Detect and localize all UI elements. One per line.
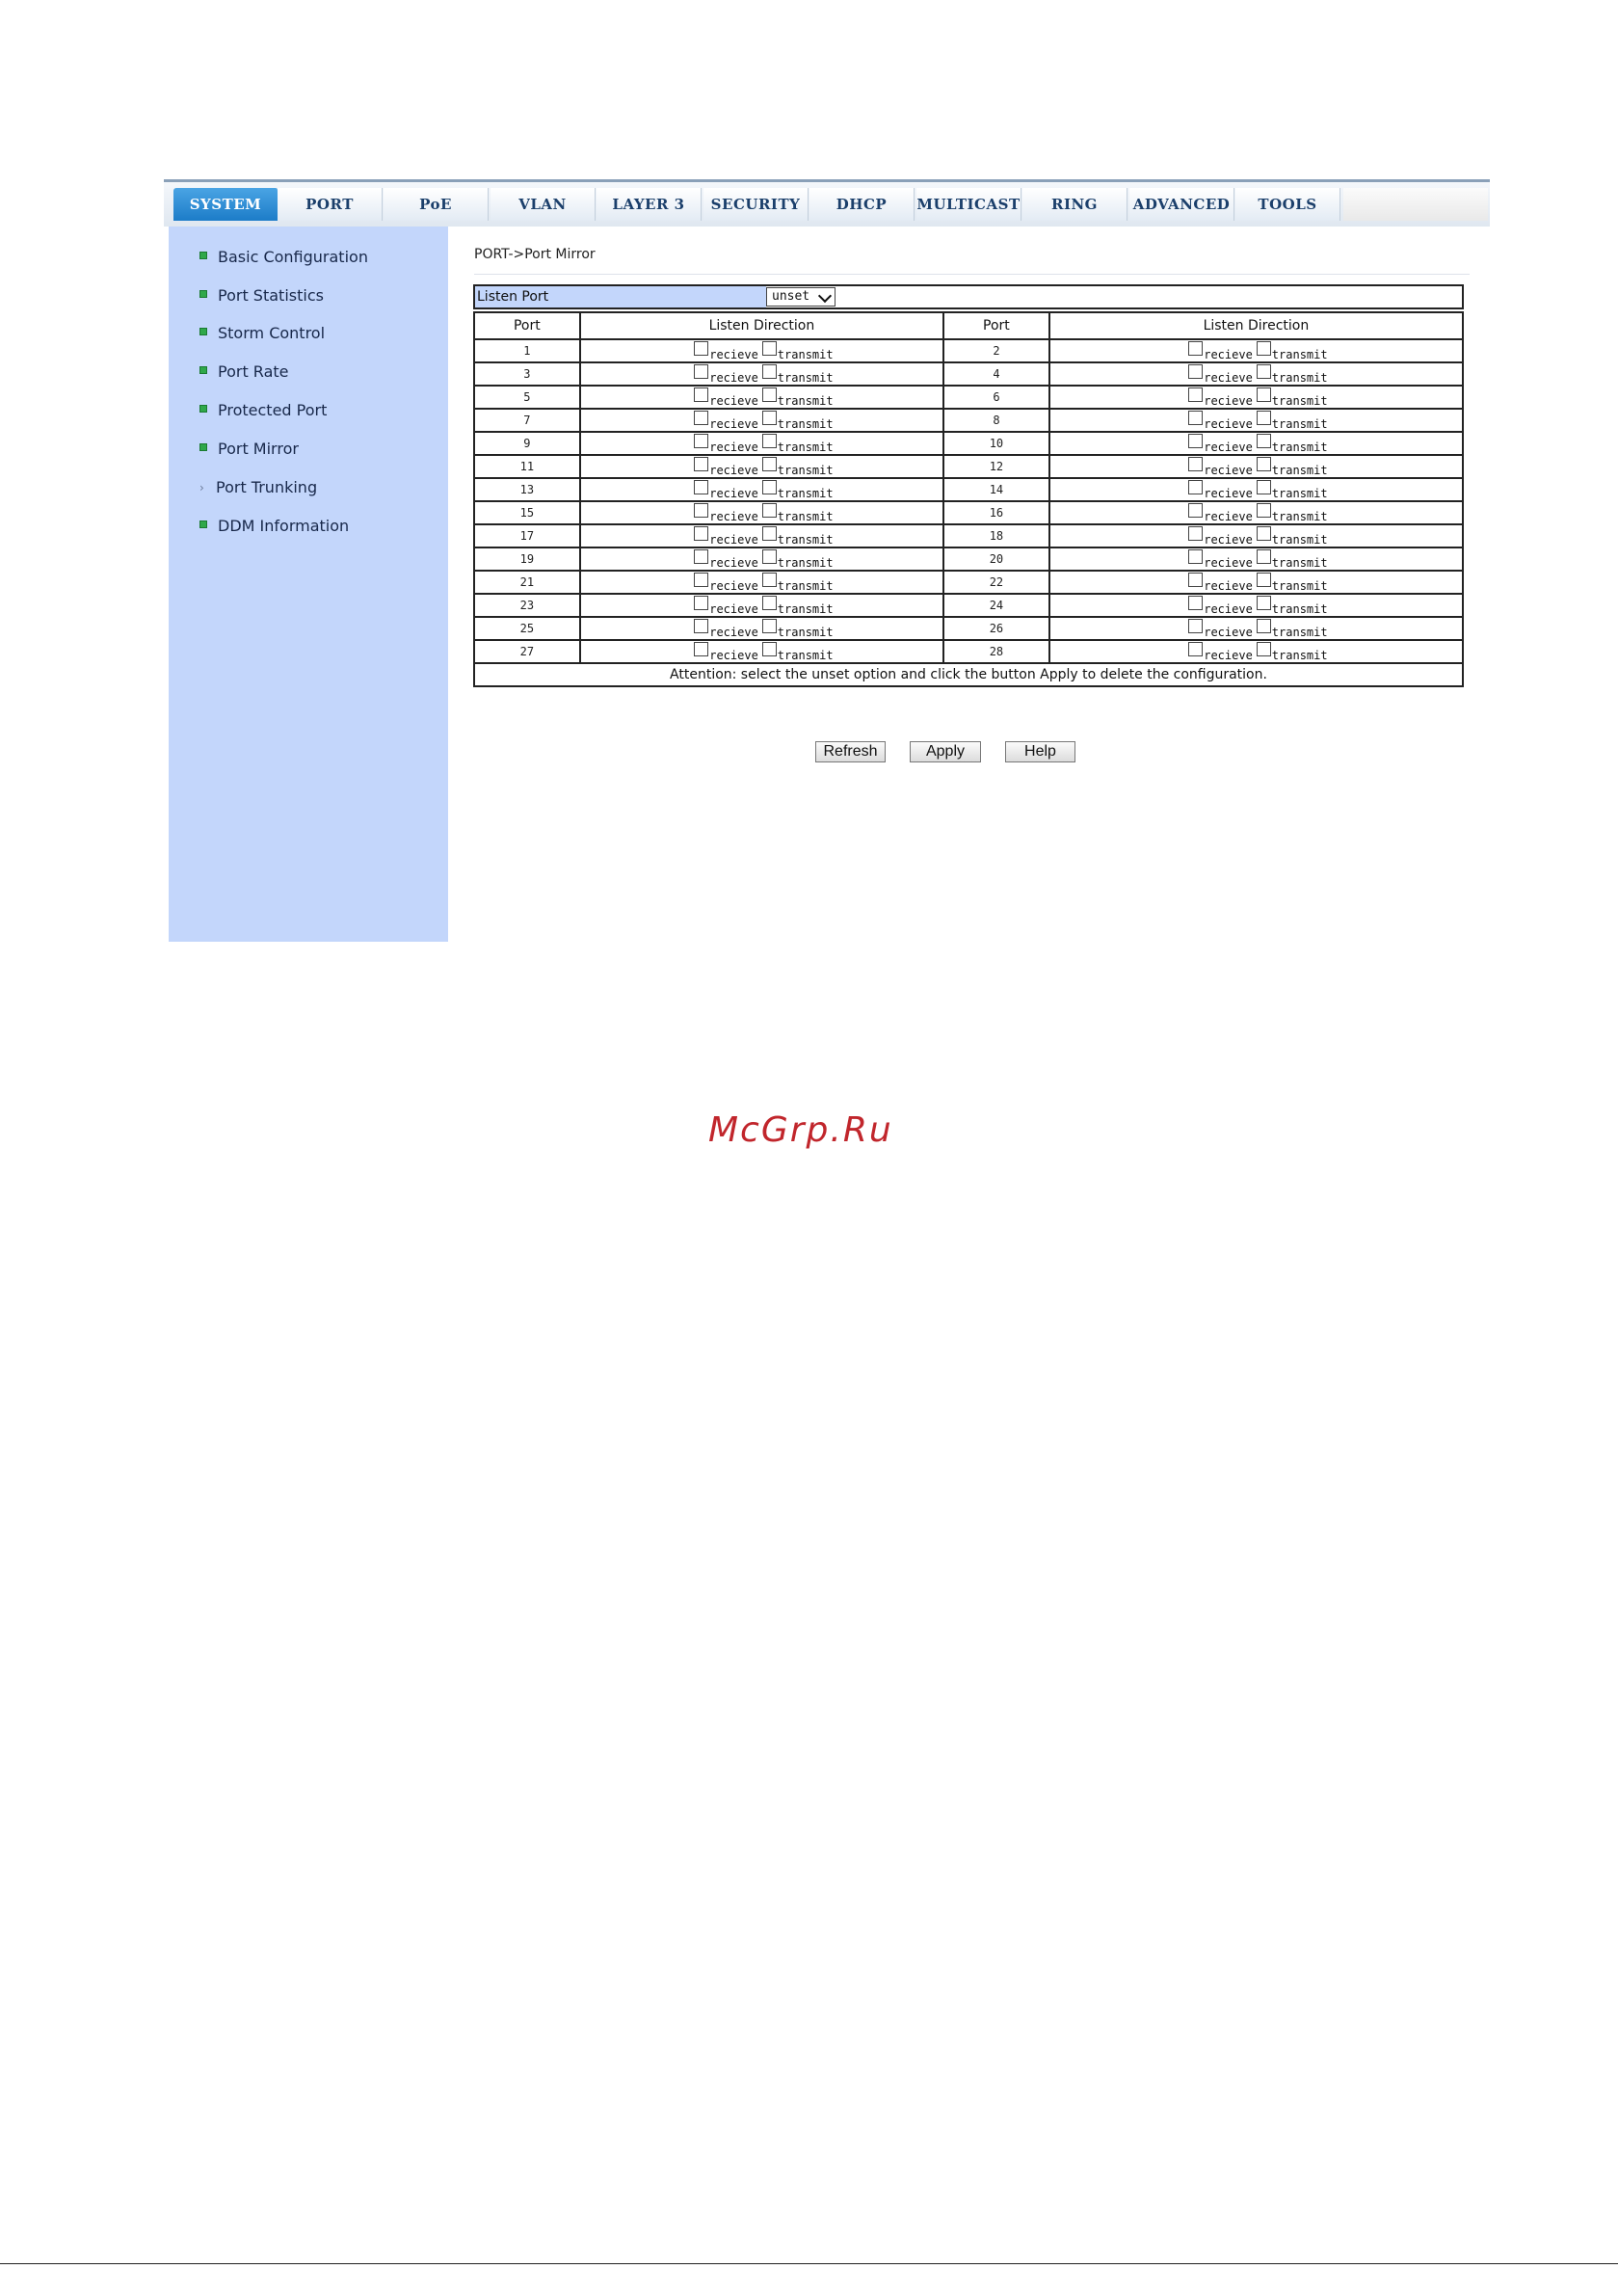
recieve-checkbox[interactable] (694, 619, 708, 633)
recieve-checkbox[interactable] (1188, 364, 1203, 379)
transmit-checkbox[interactable] (1257, 573, 1271, 587)
listen-direction-cell (1049, 409, 1463, 432)
port-number-cell: 28 (943, 640, 1049, 663)
transmit-label: transmit (777, 509, 834, 523)
table-row (474, 362, 1463, 386)
sidebar-item-protected-port[interactable] (199, 399, 327, 422)
chevron-right-icon: › (199, 481, 204, 494)
transmit-checkbox[interactable] (762, 596, 777, 610)
listen-direction-cell (1049, 478, 1463, 501)
sidebar-item-label: Port Mirror (218, 440, 299, 458)
green-square-bullet-icon (199, 443, 207, 451)
listen-direction-column-header: Listen Direction (580, 312, 943, 339)
listen-direction-cell (1049, 432, 1463, 455)
listen-port-select[interactable] (766, 287, 836, 307)
listen-direction-cell (580, 409, 943, 432)
transmit-label: transmit (1271, 440, 1328, 454)
transmit-checkbox[interactable] (1257, 503, 1271, 518)
transmit-checkbox[interactable] (1257, 457, 1271, 471)
listen-direction-cell (580, 594, 943, 617)
sidebar-item-port-mirror[interactable] (199, 438, 299, 461)
sidebar-item-ddm-information[interactable] (199, 515, 349, 538)
green-square-bullet-icon (199, 252, 207, 259)
recieve-checkbox[interactable] (694, 596, 708, 610)
page-bottom-rule (0, 2263, 1618, 2264)
sidebar-item-label: Protected Port (218, 401, 328, 419)
port-number-cell: 20 (943, 547, 1049, 571)
sidebar-item-label: DDM Information (218, 517, 350, 535)
recieve-label: recieve (1204, 625, 1253, 639)
recieve-checkbox[interactable] (694, 642, 708, 656)
listen-direction-cell (1049, 547, 1463, 571)
recieve-checkbox[interactable] (1188, 526, 1203, 541)
help-button[interactable]: Help (1005, 741, 1075, 762)
transmit-checkbox[interactable] (762, 387, 777, 402)
port-number-cell: 9 (474, 432, 580, 455)
listen-direction-cell (1049, 571, 1463, 594)
listen-direction-cell (580, 524, 943, 547)
listen-direction-cell (1049, 339, 1463, 362)
tab-vlan[interactable]: VLAN (491, 188, 596, 221)
port-mirror-table (473, 311, 1464, 687)
port-number-cell: 24 (943, 594, 1049, 617)
listen-direction-cell (580, 386, 943, 409)
listen-port-label: Listen Port (475, 286, 766, 307)
listen-direction-cell (580, 640, 943, 663)
transmit-label: transmit (777, 370, 834, 385)
nav-filler (1343, 188, 1488, 221)
transmit-label: transmit (777, 440, 834, 454)
port-number-cell: 2 (943, 339, 1049, 362)
port-number-cell: 16 (943, 501, 1049, 524)
tab-advanced[interactable]: ADVANCED (1129, 188, 1234, 221)
port-number-cell: 7 (474, 409, 580, 432)
listen-direction-cell (1049, 594, 1463, 617)
table-row (474, 409, 1463, 432)
tab-multicast[interactable]: MULTICAST (916, 188, 1021, 221)
transmit-checkbox[interactable] (1257, 411, 1271, 425)
listen-direction-cell (580, 571, 943, 594)
tab-port[interactable]: PORT (278, 188, 383, 221)
recieve-label: recieve (709, 555, 758, 570)
chevron-down-icon (818, 289, 832, 303)
recieve-label: recieve (709, 347, 758, 361)
listen-direction-column-header: Listen Direction (1049, 312, 1463, 339)
listen-direction-cell (1049, 640, 1463, 663)
recieve-checkbox[interactable] (694, 341, 708, 356)
transmit-label: transmit (777, 601, 834, 616)
recieve-checkbox[interactable] (694, 480, 708, 494)
transmit-checkbox[interactable] (1257, 619, 1271, 633)
table-row (474, 455, 1463, 478)
transmit-label: transmit (777, 486, 834, 500)
port-number-cell: 3 (474, 362, 580, 386)
transmit-checkbox[interactable] (762, 549, 777, 564)
transmit-label: transmit (777, 416, 834, 431)
transmit-label: transmit (1271, 370, 1328, 385)
recieve-checkbox[interactable] (694, 526, 708, 541)
table-row (474, 339, 1463, 362)
recieve-label: recieve (709, 486, 758, 500)
port-number-cell: 6 (943, 386, 1049, 409)
sidebar-item-basic-configuration[interactable] (199, 246, 368, 269)
transmit-label: transmit (777, 463, 834, 477)
tab-tools[interactable]: TOOLS (1235, 188, 1340, 221)
refresh-button[interactable]: Refresh (815, 741, 886, 762)
attention-row (474, 663, 1463, 686)
transmit-checkbox[interactable] (762, 642, 777, 656)
recieve-label: recieve (1204, 347, 1253, 361)
recieve-label: recieve (1204, 370, 1253, 385)
transmit-checkbox[interactable] (1257, 387, 1271, 402)
recieve-label: recieve (709, 532, 758, 547)
transmit-checkbox[interactable] (1257, 526, 1271, 541)
recieve-label: recieve (709, 463, 758, 477)
port-number-cell: 25 (474, 617, 580, 640)
recieve-label: recieve (709, 625, 758, 639)
recieve-label: recieve (709, 578, 758, 593)
transmit-checkbox[interactable] (762, 573, 777, 587)
recieve-label: recieve (709, 416, 758, 431)
port-number-cell: 1 (474, 339, 580, 362)
transmit-label: transmit (777, 532, 834, 547)
transmit-checkbox[interactable] (762, 411, 777, 425)
transmit-label: transmit (1271, 463, 1328, 477)
listen-direction-cell (1049, 617, 1463, 640)
recieve-checkbox[interactable] (1188, 457, 1203, 471)
sidebar-item-port-statistics[interactable] (199, 284, 324, 307)
recieve-label: recieve (1204, 578, 1253, 593)
green-square-bullet-icon (199, 328, 207, 335)
transmit-label: transmit (777, 347, 834, 361)
port-number-cell: 12 (943, 455, 1049, 478)
transmit-label: transmit (1271, 601, 1328, 616)
recieve-checkbox[interactable] (1188, 341, 1203, 356)
sidebar-item-label: Storm Control (218, 324, 326, 342)
listen-direction-cell (580, 478, 943, 501)
port-number-cell: 15 (474, 501, 580, 524)
transmit-checkbox[interactable] (762, 526, 777, 541)
transmit-label: transmit (1271, 416, 1328, 431)
port-number-cell: 4 (943, 362, 1049, 386)
transmit-label: transmit (777, 648, 834, 662)
transmit-checkbox[interactable] (762, 503, 777, 518)
table-row (474, 547, 1463, 571)
listen-direction-cell (580, 501, 943, 524)
sidebar-item-label: Port Rate (218, 362, 289, 381)
transmit-checkbox[interactable] (1257, 480, 1271, 494)
transmit-label: transmit (1271, 578, 1328, 593)
recieve-checkbox[interactable] (1188, 549, 1203, 564)
recieve-checkbox[interactable] (1188, 619, 1203, 633)
recieve-checkbox[interactable] (694, 573, 708, 587)
recieve-label: recieve (1204, 648, 1253, 662)
recieve-label: recieve (709, 370, 758, 385)
transmit-label: transmit (777, 393, 834, 408)
top-nav-bar (164, 179, 1490, 227)
transmit-checkbox[interactable] (1257, 364, 1271, 379)
green-square-bullet-icon (199, 405, 207, 413)
sidebar-item-label: Port Trunking (216, 478, 318, 496)
transmit-checkbox[interactable] (1257, 549, 1271, 564)
listen-direction-cell (1049, 362, 1463, 386)
port-number-cell: 22 (943, 571, 1049, 594)
port-column-header: Port (943, 312, 1049, 339)
port-number-cell: 18 (943, 524, 1049, 547)
transmit-label: transmit (777, 555, 834, 570)
recieve-label: recieve (1204, 393, 1253, 408)
recieve-label: recieve (1204, 509, 1253, 523)
sidebar (169, 227, 448, 942)
recieve-checkbox[interactable] (694, 411, 708, 425)
transmit-label: transmit (1271, 347, 1328, 361)
transmit-label: transmit (777, 625, 834, 639)
recieve-label: recieve (1204, 555, 1253, 570)
listen-direction-cell (1049, 455, 1463, 478)
listen-direction-cell (580, 455, 943, 478)
transmit-checkbox[interactable] (762, 341, 777, 356)
recieve-label: recieve (709, 509, 758, 523)
port-column-header: Port (474, 312, 580, 339)
listen-direction-cell (1049, 501, 1463, 524)
green-square-bullet-icon (199, 366, 207, 374)
port-number-cell: 17 (474, 524, 580, 547)
listen-direction-cell (580, 362, 943, 386)
table-row (474, 571, 1463, 594)
listen-direction-cell (1049, 524, 1463, 547)
recieve-checkbox[interactable] (1188, 480, 1203, 494)
transmit-label: transmit (1271, 486, 1328, 500)
port-number-cell: 5 (474, 386, 580, 409)
listen-direction-cell (580, 339, 943, 362)
tab-ring[interactable]: RING (1022, 188, 1127, 221)
recieve-checkbox[interactable] (694, 364, 708, 379)
apply-button[interactable]: Apply (910, 741, 981, 762)
transmit-checkbox[interactable] (762, 364, 777, 379)
recieve-label: recieve (1204, 440, 1253, 454)
sidebar-item-storm-control[interactable] (199, 322, 325, 345)
table-row (474, 594, 1463, 617)
recieve-label: recieve (709, 440, 758, 454)
port-number-cell: 27 (474, 640, 580, 663)
transmit-label: transmit (1271, 509, 1328, 523)
port-number-cell: 26 (943, 617, 1049, 640)
recieve-checkbox[interactable] (1188, 411, 1203, 425)
recieve-checkbox[interactable] (694, 387, 708, 402)
listen-direction-cell (580, 432, 943, 455)
transmit-checkbox[interactable] (762, 434, 777, 448)
transmit-label: transmit (1271, 648, 1328, 662)
attention-note: Attention: select the unset option and click the button Apply to delete the configuration. (474, 663, 1463, 686)
recieve-checkbox[interactable] (1188, 596, 1203, 610)
transmit-checkbox[interactable] (762, 480, 777, 494)
recieve-checkbox[interactable] (694, 549, 708, 564)
transmit-checkbox[interactable] (762, 457, 777, 471)
breadcrumb: PORT->Port Mirror (474, 247, 596, 262)
listen-direction-cell (1049, 386, 1463, 409)
tab-poe[interactable]: PoE (384, 188, 489, 221)
listen-direction-cell (580, 547, 943, 571)
listen-direction-cell (580, 617, 943, 640)
transmit-label: transmit (1271, 625, 1328, 639)
recieve-checkbox[interactable] (1188, 503, 1203, 518)
recieve-checkbox[interactable] (694, 457, 708, 471)
breadcrumb-divider (474, 274, 1470, 275)
recieve-label: recieve (1204, 463, 1253, 477)
transmit-label: transmit (777, 578, 834, 593)
recieve-label: recieve (1204, 486, 1253, 500)
tab-layer3[interactable]: LAYER 3 (597, 188, 702, 221)
sidebar-item-label: Basic Configuration (218, 248, 368, 266)
sidebar-item-port-rate[interactable] (199, 360, 289, 384)
tab-system[interactable]: SYSTEM (173, 188, 279, 221)
transmit-label: transmit (1271, 532, 1328, 547)
table-row (474, 478, 1463, 501)
recieve-label: recieve (1204, 532, 1253, 547)
transmit-label: transmit (1271, 393, 1328, 408)
table-header-row (474, 312, 1463, 339)
recieve-checkbox[interactable] (1188, 387, 1203, 402)
sidebar-item-label: Port Statistics (218, 286, 324, 305)
listen-port-row (473, 284, 1464, 309)
transmit-checkbox[interactable] (1257, 642, 1271, 656)
port-number-cell: 19 (474, 547, 580, 571)
green-square-bullet-icon (199, 290, 207, 298)
transmit-label: transmit (1271, 555, 1328, 570)
transmit-checkbox[interactable] (1257, 434, 1271, 448)
port-number-cell: 23 (474, 594, 580, 617)
port-number-cell: 13 (474, 478, 580, 501)
tab-dhcp[interactable]: DHCP (809, 188, 915, 221)
table-row (474, 617, 1463, 640)
table-row (474, 640, 1463, 663)
recieve-label: recieve (709, 601, 758, 616)
table-row (474, 386, 1463, 409)
transmit-checkbox[interactable] (1257, 341, 1271, 356)
recieve-label: recieve (709, 648, 758, 662)
table-row (474, 501, 1463, 524)
recieve-checkbox[interactable] (1188, 573, 1203, 587)
tab-security[interactable]: SECURITY (703, 188, 809, 221)
recieve-checkbox[interactable] (1188, 642, 1203, 656)
listen-port-select-value: unset (772, 289, 810, 304)
table-row (474, 432, 1463, 455)
transmit-checkbox[interactable] (1257, 596, 1271, 610)
port-number-cell: 8 (943, 409, 1049, 432)
recieve-label: recieve (709, 393, 758, 408)
recieve-checkbox[interactable] (694, 434, 708, 448)
recieve-checkbox[interactable] (1188, 434, 1203, 448)
green-square-bullet-icon (199, 521, 207, 528)
port-number-cell: 10 (943, 432, 1049, 455)
transmit-checkbox[interactable] (762, 619, 777, 633)
watermark-text: McGrp.Ru (708, 1110, 893, 1150)
port-number-cell: 14 (943, 478, 1049, 501)
recieve-label: recieve (1204, 416, 1253, 431)
sidebar-item-port-trunking[interactable] (199, 476, 317, 499)
port-number-cell: 11 (474, 455, 580, 478)
port-number-cell: 21 (474, 571, 580, 594)
recieve-label: recieve (1204, 601, 1253, 616)
table-row (474, 524, 1463, 547)
recieve-checkbox[interactable] (694, 503, 708, 518)
